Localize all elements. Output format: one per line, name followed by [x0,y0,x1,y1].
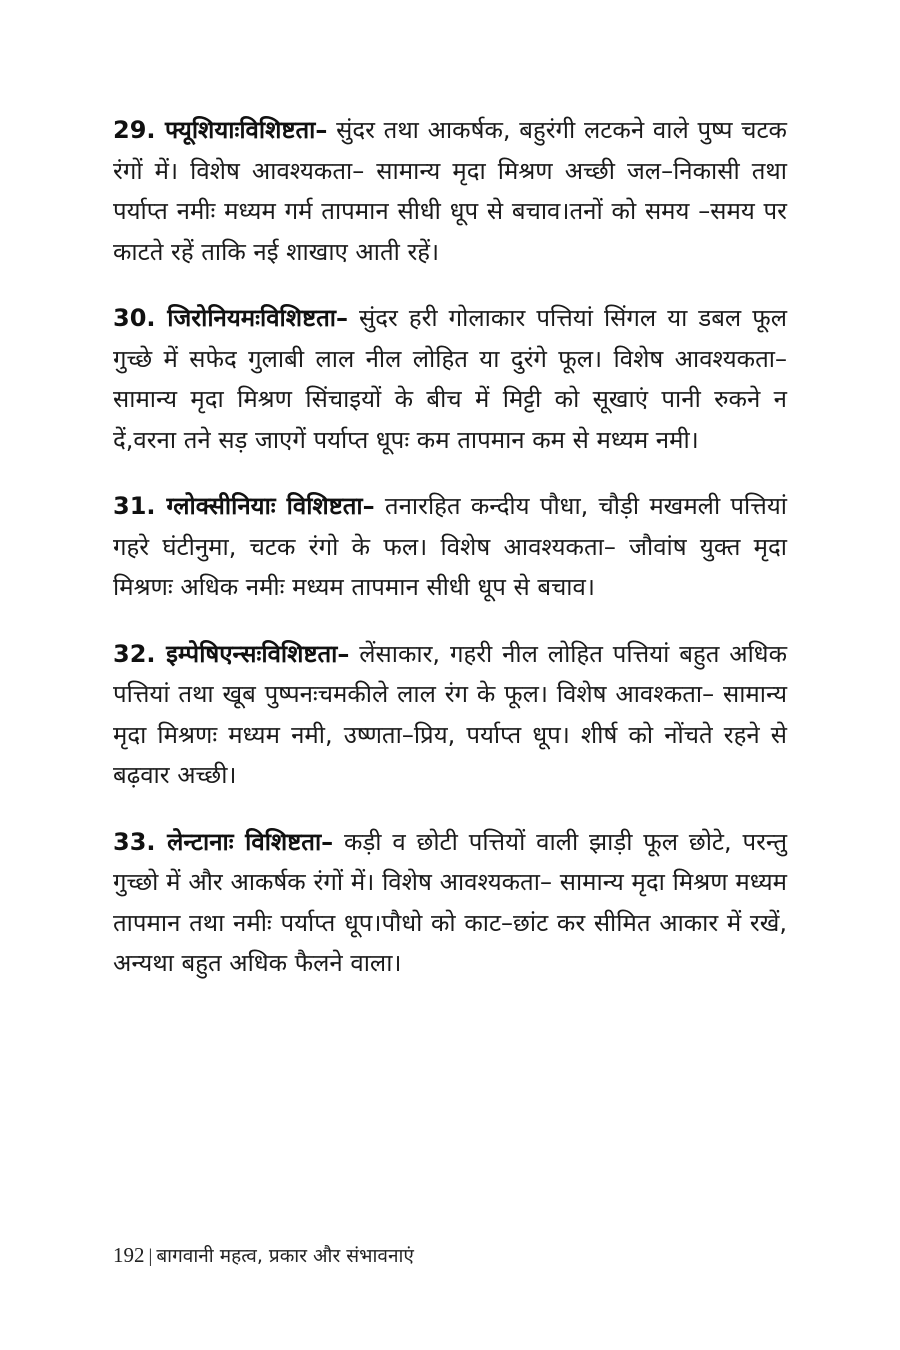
entry-heading: 30. जिरोनियमःविशिष्टता– [113,304,348,332]
entry-impatiens [113,634,787,796]
entry-heading: 33. लेन्टानाः विशिष्टता– [113,827,334,856]
entry-gloxinia [113,486,787,608]
page-number: 192 [113,1243,145,1267]
entry-fuchsia [113,110,787,272]
entry-heading: 32. इम्पेषिएन्सःविशिष्टता– [113,639,350,668]
entry-heading: 31. ग्लोक्सीनियाः विशिष्टता– [113,492,375,520]
entry-body: सुंदर तथा आकर्षक, बहुरंगी लटकने वाले पुष्प चटक रंगों में। विशेष आवश्यकता– सामान्य मृदा मिश्रण अच्छी जल–निकासी तथा पर्याप्त नमीः मध्यम गर्म तापमान सीधी धूप से बचाव।तनों को समय –समय पर काटते रहें ताकि नई शाखाए आती रहें। [113,116,787,266]
entry-body: सुंदर हरी गोलाकार पत्तियां सिंगल या डबल फूल गुच्छे में सफेद गुलाबी लाल नील लोहित या दुरंगे फूल। विशेष आवश्यकता– सामान्य मृदा मिश्रण सिंचाइयों के बीच में मिट्टी को सूखाएं पानी रुकने न दें,वरना तने सड़ जाएगें पर्याप्त धूपः कम तापमान कम से मध्यम नमी। [113,304,787,454]
entry-geranium [113,298,787,460]
page-content [113,110,787,1010]
book-title: बागवानी महत्व, प्रकार और संभावनाएं [156,1245,414,1267]
footer-separator: | [148,1246,153,1267]
entry-lantana [113,822,787,984]
page-footer [113,1242,414,1268]
entry-body: लेंसाकार, गहरी नील लोहित पत्तियां बहुत अधिक पत्तियां तथा खूब पुष्पनःचमकीले लाल रंग के फूल। विशेष आवश्कता– सामान्य मृदा मिश्रणः मध्यम नमी, उष्णता–प्रिय, पर्याप्त धूप। शीर्ष को नोंचते रहने से बढ़वार अच्छी। [113,639,787,789]
entry-body: तनारहित कन्दीय पौधा, चौड़ी मखमली पत्तियां गहरे घंटीनुमा, चटक रंगो के फल। विशेष आवश्यकता– जौवांष युक्त मृदा मिश्रणः अधिक नमीः मध्यम तापमान सीधी धूप से बचाव। [113,492,787,601]
entry-heading: 29. फ्यूशियाःविशिष्टता– [113,116,328,144]
entry-body: कड़ी व छोटी पत्तियों वाली झाड़ी फूल छोटे, परन्तु गुच्छो में और आकर्षक रंगों में। विशेष आवश्यकता– सामान्य मृदा मिश्रण मध्यम तापमान तथा नमीः पर्याप्त धूप।पौधो को काट–छांट कर सीमित आकार में रखें, अन्यथा बहुत अधिक फैलने वाला। [113,827,788,977]
